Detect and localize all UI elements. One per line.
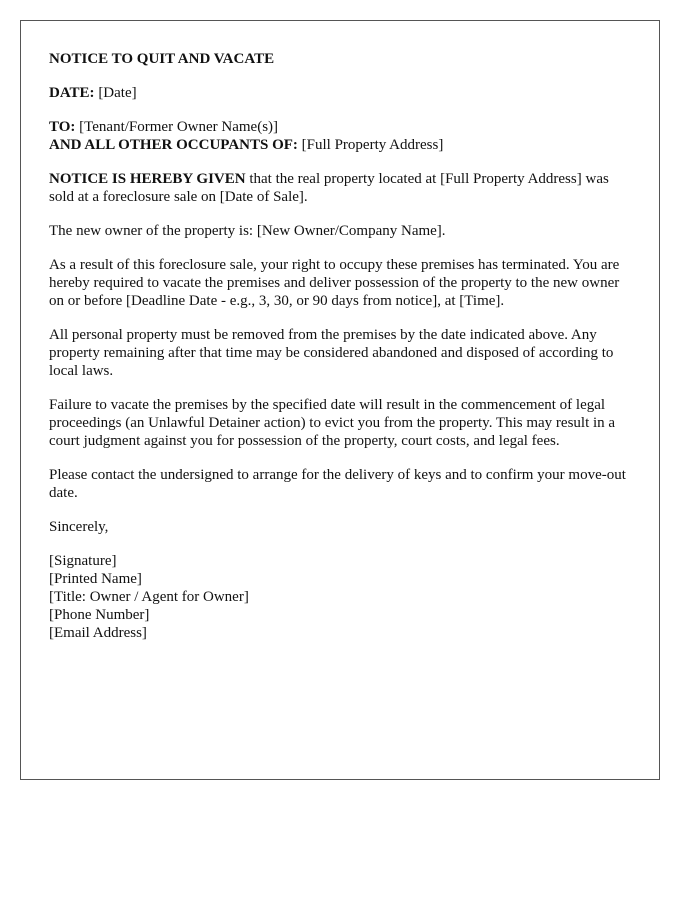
printed-name-line: [Printed Name] <box>49 571 142 587</box>
notice-page <box>20 20 660 780</box>
to-value: [Tenant/Former Owner Name(s)] <box>79 119 279 135</box>
notice-title: NOTICE TO QUIT AND VACATE <box>49 51 275 67</box>
signature-block <box>49 552 631 642</box>
paragraph-notice-given <box>49 170 631 206</box>
notice-given-text: that the real property located at [Full Property Address] was sold at a foreclosure sale on [Date of Sale]. <box>49 171 609 205</box>
notice-given-bold: NOTICE IS HEREBY GIVEN <box>49 171 246 187</box>
paragraph-legal-proceedings: Failure to vacate the premises by the specified date will result in the commencement of legal proceedings (an Unlawful Detainer action) to evict you from the property. This may result in a court judgment against you for possession of the property, court costs, and legal fees. <box>49 397 616 449</box>
occupants-value: [Full Property Address] <box>301 137 444 153</box>
occupants-label: AND ALL OTHER OCCUPANTS OF: <box>49 137 298 153</box>
date-line <box>49 84 631 102</box>
to-line <box>49 118 631 136</box>
signature-line: [Signature] <box>49 553 117 569</box>
occupants-line <box>49 136 631 154</box>
paragraph-vacate-requirement: As a result of this foreclosure sale, your right to occupy these premises has terminated. You are hereby required to vacate the premises and deliver possession of the property to the new owner on or before [Deadline Date - e.g., 3, 30, or 90 days from notice], at [Time]. <box>49 257 620 309</box>
paragraph-contact: Please contact the undersigned to arrange for the delivery of keys and to confirm your move-out date. <box>49 467 626 501</box>
phone-line: [Phone Number] <box>49 607 150 623</box>
addressee-block <box>49 118 631 154</box>
email-line: [Email Address] <box>49 625 147 641</box>
paragraph-new-owner: The new owner of the property is: [New Owner/Company Name]. <box>49 223 446 239</box>
to-label: TO: <box>49 119 76 135</box>
title-line: [Title: Owner / Agent for Owner] <box>49 589 249 605</box>
date-value: [Date] <box>98 85 137 101</box>
closing: Sincerely, <box>49 519 109 535</box>
paragraph-personal-property: All personal property must be removed from the premises by the date indicated above. Any property remaining after that time may be considered abandoned and disposed of according to local laws. <box>49 327 614 379</box>
date-label: DATE: <box>49 85 95 101</box>
